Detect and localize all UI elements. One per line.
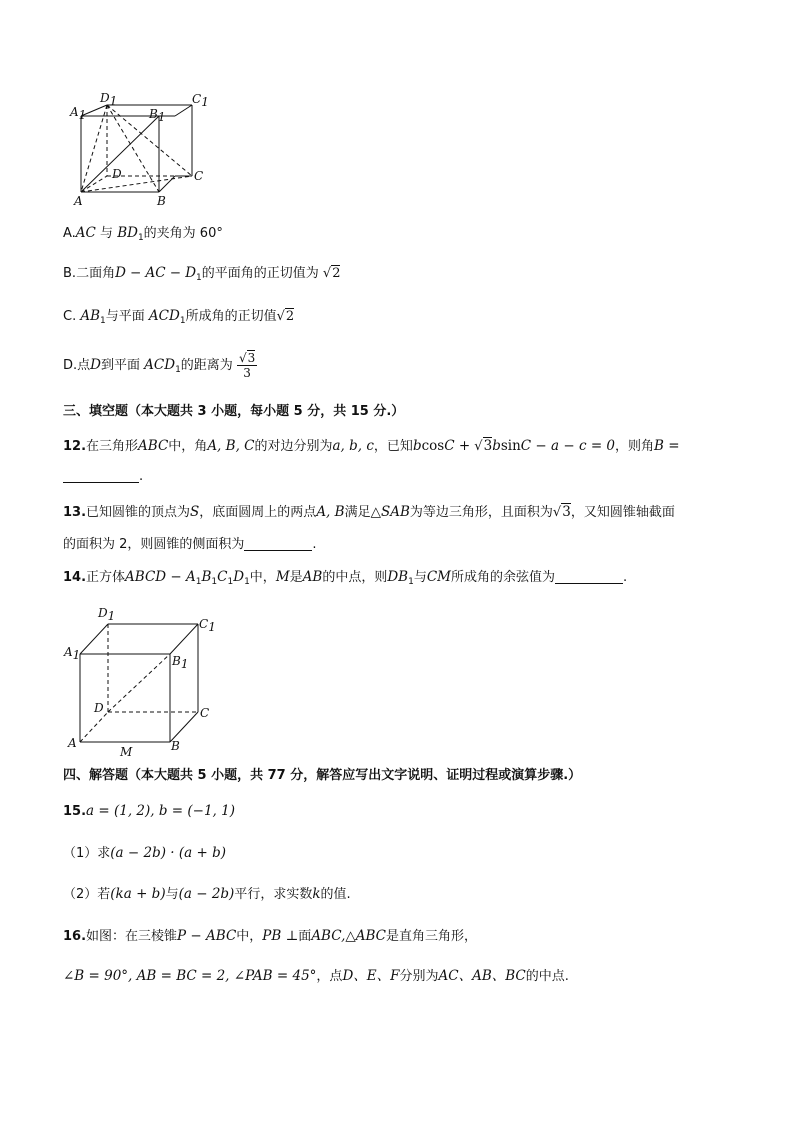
label-B1: B1 — [149, 107, 166, 124]
label-B1: B1 — [172, 654, 189, 671]
question-13: 13.已知圆锥的顶点为S，底面圆周上的两点A, B满足△SAB为等边三角形，且面积为√3，又知圆锥轴截面 — [63, 504, 675, 520]
answer-blank-12[interactable] — [63, 468, 139, 483]
label-D1: D1 — [98, 606, 116, 623]
question-16-line-2: ∠B = 90°, AB = BC = 2, ∠PAB = 45°，点D、E、F分别为AC、AB、BC的中点. — [63, 968, 569, 984]
question-14: 14.正方体ABCD − $A_1B_1C_1D_1$中，M是AB的中点，则$DB_1$与CM所成角的余弦值为 . — [63, 569, 628, 587]
label-A: A — [74, 194, 83, 208]
label-M: M — [120, 745, 133, 759]
question-12-answer-line: . — [63, 468, 143, 486]
question-16: 16.如图：在三棱锥P − ABC中，PB ⊥面ABC,△ABC是直角三角形， — [63, 928, 478, 944]
cube-figure-1 — [60, 90, 220, 210]
label-A: A — [68, 736, 77, 750]
answer-blank-13[interactable] — [244, 536, 312, 551]
label-C1: C1 — [199, 617, 216, 634]
fraction-sqrt3-over-3: $\frac{√3}{3}$ — [238, 351, 256, 380]
answer-blank-14[interactable] — [555, 569, 623, 584]
question-15-part-2: （2）若(ka + b)与(a − 2b)平行，求实数k的值. — [63, 886, 351, 902]
label-B: B — [171, 739, 180, 753]
label-C: C — [200, 706, 210, 720]
label-D: D — [112, 167, 122, 181]
section-3-title: 三、填空题（本大题共 3 小题，每小题 5 分，共 15 分.） — [63, 404, 405, 419]
question-15: 15.a = (1, 2), b = (−1, 1) — [63, 803, 235, 819]
option-d: D.点D到平面 $ACD_1$的距离为 $\frac{√3}{3}$ — [63, 351, 256, 380]
cube-figure-2 — [60, 602, 230, 760]
label-D1: D1 — [100, 91, 118, 108]
option-b: B.二面角D − AC − $D_1$的平面角的正切值为 √2 — [63, 265, 341, 283]
label-B: B — [157, 194, 166, 208]
label-C1: C1 — [192, 92, 209, 109]
label-A1: A1 — [64, 645, 81, 662]
question-15-part-1: （1）求(a − 2b) · (a + b) — [63, 845, 226, 861]
label-A1: A1 — [70, 105, 87, 122]
option-a: A.AC 与 $BD_1$的夹角为 60° — [63, 225, 223, 243]
question-13-line-2: 的面积为 2，则圆锥的侧面积为 . — [63, 537, 317, 552]
question-12: 12.在三角形ABC中，角A, B, C的对边分别为a, b, c，已知bcosC + √3bsinC − a − c = 0，则角B = — [63, 438, 680, 454]
section-4-title: 四、解答题（本大题共 5 小题，共 77 分，解答应写出文字说明、证明过程或演算步骤.） — [63, 768, 582, 783]
label-C: C — [194, 169, 204, 183]
label-D: D — [94, 701, 104, 715]
option-c: C. $AB_1$与平面 $ACD_1$所成角的正切值√2 — [63, 308, 295, 326]
